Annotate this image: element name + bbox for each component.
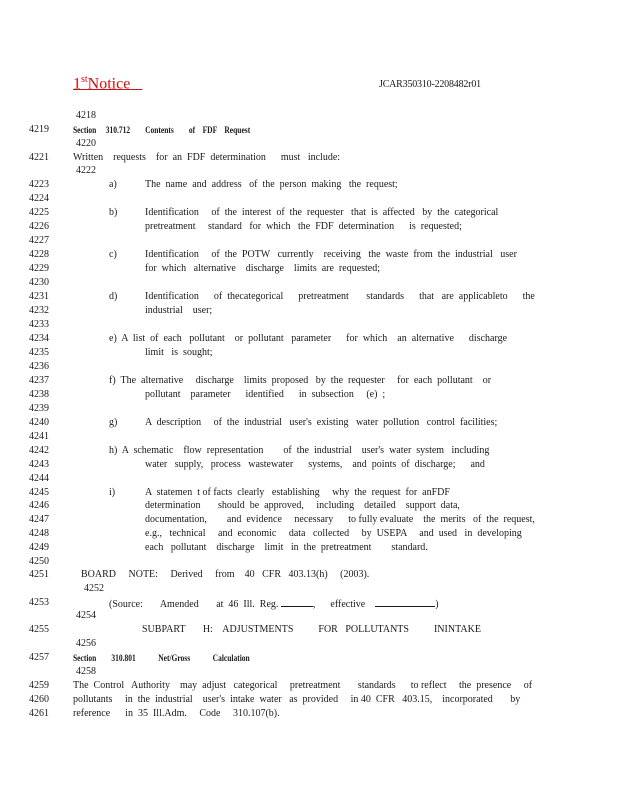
item-text: Identification of the interest of the requester that is affected by the categorical	[145, 207, 499, 218]
item-text: documentation, and evidence necessary to fully evaluate the merits of the request,	[145, 514, 535, 525]
item-text: limit is sought;	[145, 347, 213, 358]
line-number: 4219	[29, 124, 49, 135]
blank-line	[281, 597, 313, 607]
subpart-heading: SUBPART H: ADJUSTMENTS FOR POLLUTANTS ININTAKE	[142, 624, 481, 635]
line-number: 4252	[84, 583, 104, 594]
document-id: JCAR350310-2208482r01	[379, 79, 481, 90]
section-heading: Section 310.712 Contents of FDF Request	[73, 124, 251, 136]
paragraph-line: The Control Authority may adjust categorical pretreatment standards to reflect the presence of	[73, 680, 533, 691]
source-note: (Source: Amended at 46 Ill. Reg. , effective )	[109, 599, 439, 610]
line-number: 4257	[29, 652, 49, 663]
line-number: 4261	[29, 708, 49, 719]
line-number: 4254	[76, 610, 96, 621]
notice-title: 1stNotice	[73, 74, 131, 93]
item-text: e) A list of each pollutant or pollutant parameter for which an alternative discharge	[109, 333, 508, 344]
board-note: BOARD NOTE: Derived from 40 CFR 403.13(h) (2003).	[81, 569, 370, 580]
line-number: 4245	[29, 487, 49, 498]
item-text: f) The alternative discharge limits proposed by the requester for each pollutant or	[109, 375, 492, 386]
item-text: pretreatment standard for which the FDF determination is requested;	[145, 221, 462, 232]
line-number: 4249	[29, 542, 49, 553]
line-number: 4251	[29, 569, 49, 580]
line-number: 4244	[29, 473, 49, 484]
item-label: d)	[109, 291, 118, 302]
item-label: g)	[109, 417, 118, 428]
item-label: b)	[109, 207, 118, 218]
item-label: i)	[109, 487, 116, 498]
line-number: 4223	[29, 179, 49, 190]
item-text: for which alternative discharge limits are requested;	[145, 263, 381, 274]
line-number: 4237	[29, 375, 49, 386]
line-number: 4229	[29, 263, 49, 274]
line-number: 4253	[29, 597, 49, 608]
line-number: 4218	[76, 110, 96, 121]
line-number: 4221	[29, 152, 49, 163]
line-number: 4225	[29, 207, 49, 218]
line-number: 4256	[76, 638, 96, 649]
item-label: c)	[109, 249, 117, 260]
section-intro: Written requests for an FDF determination must include:	[73, 152, 341, 163]
line-number: 4255	[29, 624, 49, 635]
paragraph-line: reference in 35 Ill.Adm. Code 310.107(b).	[73, 708, 280, 719]
line-number: 4234	[29, 333, 49, 344]
item-text: water supply, process wastewater systems, and points of discharge; and	[145, 459, 485, 470]
item-text: The name and address of the person making the request;	[145, 179, 398, 190]
line-number: 4226	[29, 221, 49, 232]
item-text: determination should be approved, including detailed support data,	[145, 500, 460, 511]
line-number: 4231	[29, 291, 49, 302]
blank-line	[375, 597, 435, 607]
item-text: Identification of the POTW currently receiving the waste from the industrial user	[145, 249, 517, 260]
line-number: 4250	[29, 556, 49, 567]
line-number: 4232	[29, 305, 49, 316]
line-number: 4248	[29, 528, 49, 539]
section-heading: Section 310.801 Net/Gross Calculation	[73, 652, 250, 664]
item-text: A description of the industrial user's existing water pollution control facilities;	[145, 417, 498, 428]
item-text: h) A schematic flow representation of the industrial user's water system including	[109, 445, 490, 456]
line-number: 4258	[76, 666, 96, 677]
item-text: A statemen t of facts clearly establishing why the request for anFDF	[145, 487, 450, 498]
line-number: 4247	[29, 514, 49, 525]
line-number: 4239	[29, 403, 49, 414]
line-number: 4224	[29, 193, 49, 204]
item-label: a)	[109, 179, 117, 190]
line-number: 4241	[29, 431, 49, 442]
paragraph-line: pollutants in the industrial user's intake water as provided in 40 CFR 403.15, incorporated by	[73, 694, 521, 705]
item-text: e.g., technical and economic data collected by USEPA and used in developing	[145, 528, 522, 539]
item-text: Identification of thecategorical pretreatment standards that are applicableto the	[145, 291, 535, 302]
line-number: 4235	[29, 347, 49, 358]
line-number: 4259	[29, 680, 49, 691]
item-text: pollutant parameter identified in subsection (e) ;	[145, 389, 386, 400]
line-number: 4240	[29, 417, 49, 428]
line-number: 4227	[29, 235, 49, 246]
line-number: 4243	[29, 459, 49, 470]
item-text: each pollutant discharge limit in the pretreatment standard.	[145, 542, 428, 553]
line-number: 4236	[29, 361, 49, 372]
line-number: 4220	[76, 138, 96, 149]
line-number: 4242	[29, 445, 49, 456]
line-number: 4238	[29, 389, 49, 400]
line-number: 4222	[76, 165, 96, 176]
line-number: 4230	[29, 277, 49, 288]
item-text: industrial user;	[145, 305, 213, 316]
line-number: 4228	[29, 249, 49, 260]
line-number: 4260	[29, 694, 49, 705]
line-number: 4246	[29, 500, 49, 511]
line-number: 4233	[29, 319, 49, 330]
